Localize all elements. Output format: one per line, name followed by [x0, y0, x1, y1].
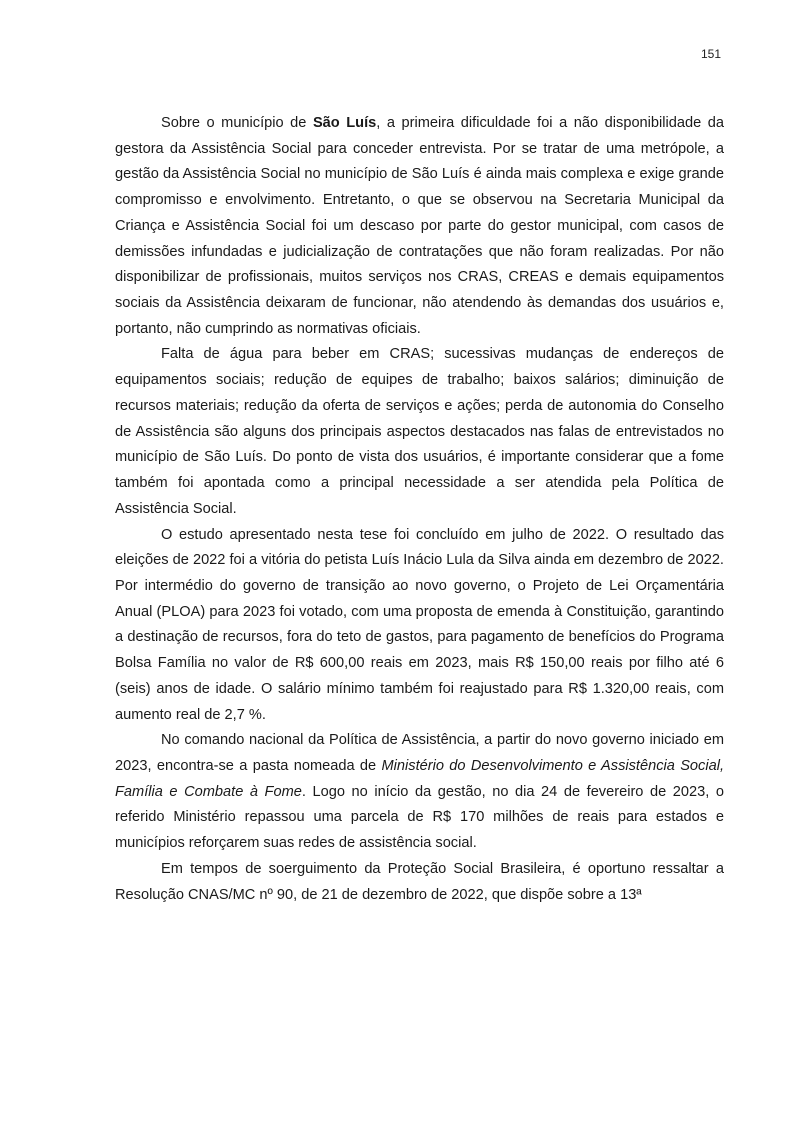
paragraph-1-bold-city: São Luís: [312, 115, 377, 131]
paragraph-2-text: Falta de água para beber em CRAS; sucessivas mudanças de endereços de equipamentos sociais; redução de equipes de trabalho; baixos salários; diminuição de recursos materiais; redução da oferta de serviços e ações; perda de autonomia do Conselho de Assistência são alguns dos principais aspectos destacados nas falas de entrevistados no município de São Luís. Do ponto de vista dos usuários, é importante considerar que a fome também foi apontada como a principal necessidade a ser atendida pela Política de Assistência Social.: [115, 346, 724, 517]
paragraph-2: [115, 342, 724, 522]
paragraph-1: [115, 111, 724, 342]
paragraph-1-text-1: Sobre o município de: [161, 115, 313, 131]
paragraph-3-text: O estudo apresentado nesta tese foi concluído em julho de 2022. O resultado das eleições de 2022 foi a vitória do petista Luís Inácio Lula da Silva ainda em dezembro de 2022. Por intermédio do governo de transição ao novo governo, o Projeto de Lei Orçamentária Anual (PLOA) para 2023 foi votado, com uma proposta de emenda à Constituição, garantindo a destinação de recursos, fora do teto de gastos, para pagamento de benefícios do Programa Bolsa Família no valor de R$ 600,00 reais em 2023, mais R$ 150,00 reais por filho até 6 (seis) anos de idade. O salário mínimo também foi reajustado para R$ 1.320,00 reais, com aumento real de 2,7 %.: [115, 526, 724, 723]
paragraph-5: [115, 857, 724, 908]
page-number: 151: [700, 47, 721, 61]
paragraph-4-italic-ministry: Ministério do Desenvolvimento e Assistência Social, Família e Combate à Fome: [115, 757, 724, 800]
paragraph-4-text-1: No comando nacional da Política de Assistência, a partir do novo governo iniciado em 2023, encontra-se a pasta nomeada de: [115, 732, 724, 774]
paragraph-5-text: Em tempos de soerguimento da Proteção Social Brasileira, é oportuno ressaltar a Resolução CNAS/MC nº 90, de 21 de dezembro de 2022, que dispõe sobre a 13ª: [115, 860, 724, 903]
paragraph-3: [115, 523, 724, 729]
paragraph-4: [115, 728, 724, 857]
paragraph-4-text-2: . Logo no início da gestão, no dia 24 de fevereiro de 2023, o referido Ministério repassou uma parcela de R$ 170 milhões de reais para estados e municípios reforçarem suas redes de assistência social.: [115, 783, 724, 852]
body-text: [115, 111, 724, 908]
paragraph-1-text-2: , a primeira dificuldade foi a não disponibilidade da gestora da Assistência Social para conceder entrevista. Por se tratar de uma metrópole, a gestão da Assistência Social no município de São Luís é ainda mais complexa e exige grande compromisso e envolvimento. Entretanto, o que se observou na Secretaria Municipal da Criança e Assistência Social foi um descaso por parte do gestor municipal, com casos de demissões infundadas e judicialização de contratações que não foram realizadas. Por não disponibilizar de profissionais, muitos serviços nos CRAS, CREAS e demais equipamentos sociais da Assistência deixaram de funcionar, não atendendo às demandas dos usuários e, portanto, não cumprindo as normativas oficiais.: [115, 115, 725, 337]
